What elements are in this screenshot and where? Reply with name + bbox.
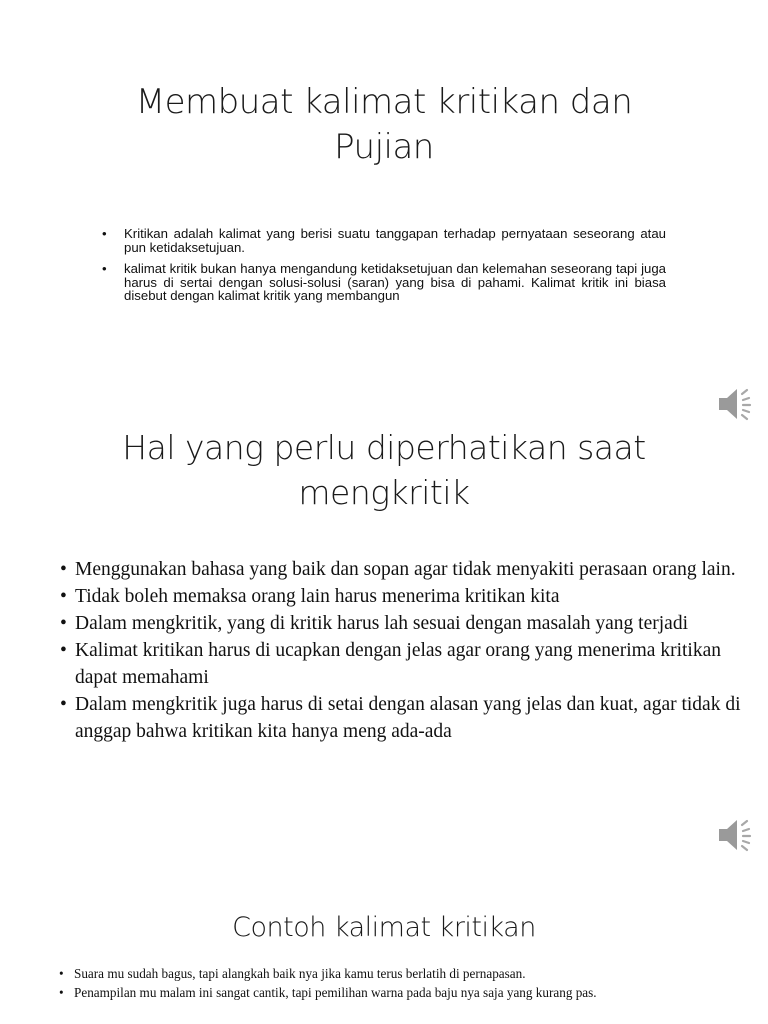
bullet-icon: • <box>60 640 67 661</box>
slide-2-bullet-list <box>58 556 768 745</box>
list-item: • Dalam mengkritik juga harus di setai dengan alasan yang jelas dan kuat, agar tidak di anggap bahwa kritikan kita hanya meng ada-ada <box>58 691 768 745</box>
slide-2-title-line-1: Hal yang perlu diperhatikan saat <box>122 428 646 467</box>
bullet-icon: • <box>59 966 64 981</box>
bullet-icon: • <box>60 586 67 607</box>
bullet-icon: • <box>60 694 67 715</box>
list-item: • Dalam mengkritik, yang di kritik harus lah sesuai dengan masalah yang terjadi <box>58 610 768 637</box>
slide-1-title <box>0 80 768 170</box>
slide-1-title-line-1: Membuat kalimat kritikan dan <box>135 82 633 122</box>
speaker-icon[interactable] <box>716 815 760 855</box>
list-item: • Kritikan adalah kalimat yang berisi suatu tanggapan terhadap pernyataan seseorang atau pun ketidaksetujuan. <box>102 226 666 255</box>
speaker-icon[interactable] <box>716 384 760 424</box>
bullet-icon: • <box>60 613 67 634</box>
list-item: • Tidak boleh memaksa orang lain harus menerima kritikan kita <box>58 583 768 610</box>
bullet-icon: • <box>102 261 107 276</box>
slide-1-title-line-2: Pujian <box>334 127 434 167</box>
slide-3-title: Contoh kalimat kritikan <box>232 912 536 943</box>
slide-2-title-line-2: mengkritik <box>298 473 470 512</box>
list-item: • Kalimat kritikan harus di ucapkan dengan jelas agar orang yang menerima kritikan dapat memahami <box>58 637 768 691</box>
list-item: • kalimat kritik bukan hanya mengandung ketidaksetujuan dan kelemahan seseorang tapi juga harus di sertai dengan solusi-solusi (saran) yang bisa di pahami. Kalimat kritik ini biasa disebut dengan kalimat kritik yang membangun <box>102 261 666 303</box>
slide-3-bullet-list <box>58 965 662 1002</box>
slide-1-bullet-list <box>100 227 666 311</box>
bullet-icon: • <box>59 984 64 1000</box>
list-item: • Menggunakan bahasa yang baik dan sopan agar tidak menyakiti perasaan orang lain. <box>58 556 768 583</box>
list-item: • Penampilan mu malam ini sangat cantik, tapi pemilihan warna pada baju nya saja yang kurang pas. <box>58 984 662 1003</box>
list-item: • Suara mu sudah bagus, tapi alangkah baik nya jika kamu terus berlatih di pernapasan. <box>58 965 662 984</box>
bullet-icon: • <box>60 559 67 580</box>
slide-2-title <box>0 425 768 515</box>
bullet-icon: • <box>102 226 107 241</box>
